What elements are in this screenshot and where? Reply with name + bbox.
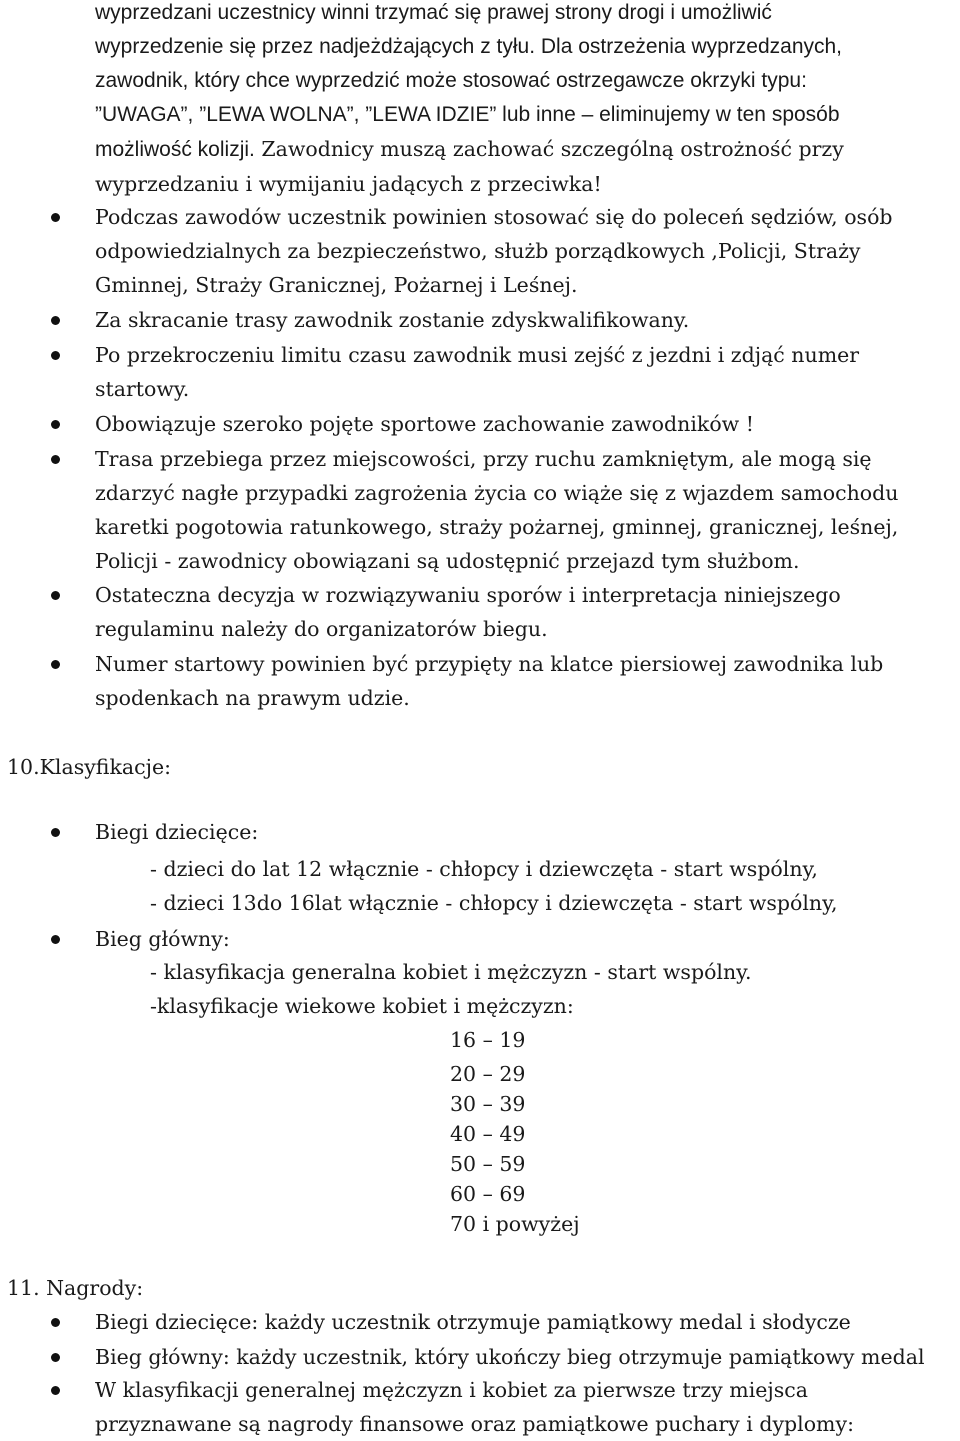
age-group: 16 – 19 (450, 1028, 526, 1052)
main-label: Bieg główny: (95, 927, 230, 951)
age-group: 50 – 59 (450, 1152, 526, 1176)
prize-item (95, 1373, 957, 1441)
kids-label: Biegi dziecięce: (95, 820, 259, 844)
text-line: karetki pogotowia ratunkowego, straży pożarnej, gminnej, granicznej, leśnej, (95, 515, 899, 539)
text-line: Ostateczna decyzja w rozwiązywaniu sporów i interpretacja niniejszego (95, 583, 841, 607)
text-line: Biegi dziecięce: każdy uczestnik otrzymuje pamiątkowy medal i słodycze (95, 1310, 851, 1334)
text-line: Obowiązuje szeroko pojęte sportowe zachowanie zawodników ! (95, 412, 754, 436)
text-line: wyprzedzenie się przez nadjeżdżających z tyłu. Dla ostrzeżenia wyprzedzanych, (95, 35, 843, 58)
bullet-icon (51, 591, 60, 600)
text-line: przyznawane są nagrody finansowe oraz pamiątkowe puchary i dyplomy: (95, 1412, 854, 1436)
rule-item (95, 407, 957, 441)
text-line: wyprzedzani uczestnicy winni trzymać się prawej strony drogi i umożliwić (95, 1, 772, 24)
bullet-icon (51, 213, 60, 222)
text-line: W klasyfikacji generalnej mężczyzn i kobiet za pierwsze trzy miejsca (95, 1378, 808, 1402)
text-line: Bieg główny: każdy uczestnik, który ukończy bieg otrzymuje pamiątkowy medal (95, 1345, 925, 1369)
age-group: 20 – 29 (450, 1062, 526, 1086)
bullet-icon (51, 1386, 60, 1395)
rule-item (95, 200, 957, 302)
section-11-heading: 11. Nagrody: (7, 1276, 144, 1300)
text-line: Numer startowy powinien być przypięty na klatce piersiowej zawodnika lub (95, 652, 884, 676)
text-line: zdarzyć nagłe przypadki zagrożenia życia co wiąże się z wjazdem samochodu (95, 481, 899, 505)
main-item: -klasyfikacje wiekowe kobiet i mężczyzn: (150, 994, 574, 1018)
text-line: startowy. (95, 377, 190, 401)
text-segment: możliwość kolizji. (95, 138, 255, 161)
rule-item (95, 442, 957, 578)
text-line: odpowiedzialnych za bezpieczeństwo, służb porządkowych ,Policji, Straży (95, 239, 861, 263)
text-line: spodenkach na prawym udzie. (95, 686, 410, 710)
bullet-icon (51, 1353, 60, 1362)
text-line: regulaminu należy do organizatorów biegu. (95, 617, 548, 641)
bullet-icon (51, 660, 60, 669)
bullet-icon (51, 828, 60, 837)
text-line: Trasa przebiega przez miejscowości, przy ruchu zamkniętym, ale mogą się (95, 447, 872, 471)
rule-item (95, 303, 957, 337)
text-line: ”UWAGA”, ”LEWA WOLNA”, ”LEWA IDZIE” lub inne – eliminujemy w ten sposób (95, 103, 840, 126)
age-group: 30 – 39 (450, 1092, 526, 1116)
text-line: Za skracanie trasy zawodnik zostanie zdyskwalifikowany. (95, 308, 690, 332)
kids-item: - dzieci do lat 12 włącznie - chłopcy i dziewczęta - start wspólny, (150, 857, 818, 881)
bullet-icon (51, 420, 60, 429)
text-line: Po przekroczeniu limitu czasu zawodnik musi zejść z jezdni i zdjąć numer (95, 343, 860, 367)
section-10-heading: 10.Klasyfikacje: (7, 755, 171, 779)
age-group: 60 – 69 (450, 1182, 526, 1206)
text-line: Podczas zawodów uczestnik powinien stosować się do poleceń sędziów, osób (95, 205, 893, 229)
rule-item (95, 647, 957, 715)
text-line: Policji - zawodnicy obowiązani są udostępnić przejazd tym służbom. (95, 549, 800, 573)
bullet-icon (51, 935, 60, 944)
prize-item (95, 1305, 957, 1339)
bullet-icon (51, 351, 60, 360)
rule-item (95, 578, 957, 646)
age-group: 40 – 49 (450, 1122, 526, 1146)
main-item: - klasyfikacja generalna kobiet i mężczyzn - start wspólny. (150, 960, 752, 984)
text-line: zawodnik, który chce wyprzedzić może stosować ostrzegawcze okrzyki typu: (95, 69, 807, 92)
text-line: Gminnej, Straży Granicznej, Pożarnej i Leśnej. (95, 273, 578, 297)
bullet-icon (51, 455, 60, 464)
text-line: wyprzedzaniu i wymijaniu jadących z przeciwka! (95, 172, 602, 196)
age-group: 70 i powyżej (450, 1212, 580, 1236)
continuation-paragraph (95, 0, 957, 201)
rule-item (95, 338, 957, 406)
bullet-icon (51, 1318, 60, 1327)
kids-item: - dzieci 13do 16lat włącznie - chłopcy i dziewczęta - start wspólny, (150, 891, 838, 915)
text-segment: Zawodnicy muszą zachować szczególną ostrożność przy (254, 137, 844, 161)
prize-item (95, 1340, 957, 1374)
bullet-icon (51, 316, 60, 325)
